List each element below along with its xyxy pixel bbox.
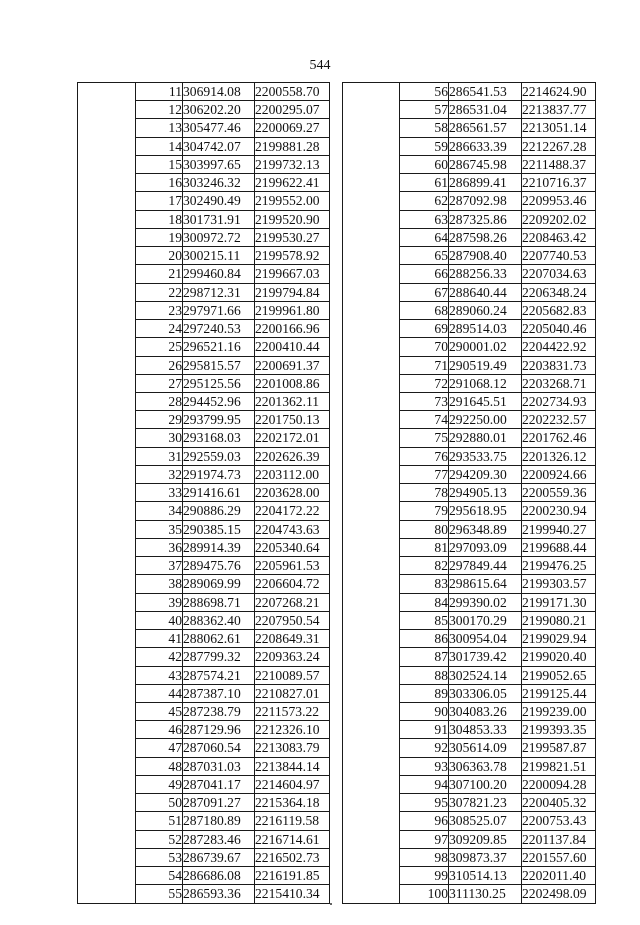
x-coordinate-cell: 308525.07 xyxy=(449,812,522,830)
point-number-cell: 67 xyxy=(400,283,449,301)
point-number-cell: 39 xyxy=(136,593,183,611)
y-coordinate-cell: 2205961.53 xyxy=(255,557,330,575)
table-row xyxy=(343,83,596,101)
point-number-cell: 65 xyxy=(400,247,449,265)
point-number-cell: 28 xyxy=(136,392,183,410)
x-coordinate-cell: 305614.09 xyxy=(449,739,522,757)
point-number-cell: 35 xyxy=(136,520,183,538)
point-number-cell: 25 xyxy=(136,338,183,356)
point-number-cell: 14 xyxy=(136,137,183,155)
point-number-cell: 100 xyxy=(400,885,449,903)
x-coordinate-cell: 306202.20 xyxy=(183,101,255,119)
point-number-cell: 16 xyxy=(136,174,183,192)
y-coordinate-cell: 2202011.40 xyxy=(522,867,596,885)
x-coordinate-cell: 306914.08 xyxy=(183,83,255,101)
point-number-cell: 40 xyxy=(136,611,183,629)
y-coordinate-cell: 2202498.09 xyxy=(522,885,596,903)
x-coordinate-cell: 310514.13 xyxy=(449,867,522,885)
point-number-cell: 82 xyxy=(400,557,449,575)
y-coordinate-cell: 2202626.39 xyxy=(255,447,330,465)
x-coordinate-cell: 287799.32 xyxy=(183,648,255,666)
x-coordinate-cell: 287092.98 xyxy=(449,192,522,210)
y-coordinate-cell: 2203831.73 xyxy=(522,356,596,374)
x-coordinate-cell: 286633.39 xyxy=(449,137,522,155)
point-number-cell: 94 xyxy=(400,775,449,793)
x-coordinate-cell: 289475.76 xyxy=(183,557,255,575)
x-coordinate-cell: 298615.64 xyxy=(449,575,522,593)
y-coordinate-cell: 2199881.28 xyxy=(255,137,330,155)
x-coordinate-cell: 298712.31 xyxy=(183,283,255,301)
x-coordinate-cell: 301731.91 xyxy=(183,210,255,228)
y-coordinate-cell: 2199239.00 xyxy=(522,702,596,720)
point-number-cell: 30 xyxy=(136,429,183,447)
x-coordinate-cell: 303997.65 xyxy=(183,155,255,173)
point-number-cell: 90 xyxy=(400,702,449,720)
y-coordinate-cell: 2200166.96 xyxy=(255,320,330,338)
y-coordinate-cell: 2200691.37 xyxy=(255,356,330,374)
y-coordinate-cell: 2199393.35 xyxy=(522,721,596,739)
x-coordinate-cell: 297093.09 xyxy=(449,538,522,556)
point-number-cell: 33 xyxy=(136,484,183,502)
x-coordinate-cell: 307821.23 xyxy=(449,794,522,812)
y-coordinate-cell: 2208649.31 xyxy=(255,630,330,648)
x-coordinate-cell: 297240.53 xyxy=(183,320,255,338)
x-coordinate-cell: 287238.79 xyxy=(183,702,255,720)
y-coordinate-cell: 2199552.00 xyxy=(255,192,330,210)
x-coordinate-cell: 293799.95 xyxy=(183,411,255,429)
point-number-cell: 89 xyxy=(400,684,449,702)
y-coordinate-cell: 2201137.84 xyxy=(522,830,596,848)
point-number-cell: 86 xyxy=(400,630,449,648)
point-number-cell: 84 xyxy=(400,593,449,611)
point-number-cell: 44 xyxy=(136,684,183,702)
point-number-cell: 79 xyxy=(400,502,449,520)
point-number-cell: 41 xyxy=(136,630,183,648)
y-coordinate-cell: 2215364.18 xyxy=(255,794,330,812)
y-coordinate-cell: 2199020.40 xyxy=(522,648,596,666)
y-coordinate-cell: 2207950.54 xyxy=(255,611,330,629)
x-coordinate-cell: 302490.49 xyxy=(183,192,255,210)
x-coordinate-cell: 289069.99 xyxy=(183,575,255,593)
y-coordinate-cell: 2199667.03 xyxy=(255,265,330,283)
y-coordinate-cell: 2209953.46 xyxy=(522,192,596,210)
point-number-cell: 32 xyxy=(136,465,183,483)
point-number-cell: 52 xyxy=(136,830,183,848)
point-number-cell: 17 xyxy=(136,192,183,210)
y-coordinate-cell: 2203112.00 xyxy=(255,465,330,483)
y-coordinate-cell: 2209202.02 xyxy=(522,210,596,228)
point-number-cell: 69 xyxy=(400,320,449,338)
y-coordinate-cell: 2203628.00 xyxy=(255,484,330,502)
x-coordinate-cell: 288698.71 xyxy=(183,593,255,611)
y-coordinate-cell: 2213837.77 xyxy=(522,101,596,119)
y-coordinate-cell: 2208463.42 xyxy=(522,228,596,246)
blank-column xyxy=(343,83,400,904)
x-coordinate-cell: 288362.40 xyxy=(183,611,255,629)
point-number-cell: 64 xyxy=(400,228,449,246)
point-number-cell: 45 xyxy=(136,702,183,720)
y-coordinate-cell: 2199688.44 xyxy=(522,538,596,556)
x-coordinate-cell: 286561.57 xyxy=(449,119,522,137)
y-coordinate-cell: 2210716.37 xyxy=(522,174,596,192)
table-row xyxy=(78,83,330,101)
x-coordinate-cell: 292250.00 xyxy=(449,411,522,429)
y-coordinate-cell: 2199821.51 xyxy=(522,757,596,775)
x-coordinate-cell: 288640.44 xyxy=(449,283,522,301)
point-number-cell: 55 xyxy=(136,885,183,903)
y-coordinate-cell: 2200558.70 xyxy=(255,83,330,101)
point-number-cell: 42 xyxy=(136,648,183,666)
coordinate-table-right-body xyxy=(343,83,596,904)
point-number-cell: 54 xyxy=(136,867,183,885)
y-coordinate-cell: 2199622.41 xyxy=(255,174,330,192)
y-coordinate-cell: 2204422.92 xyxy=(522,338,596,356)
y-coordinate-cell: 2207740.53 xyxy=(522,247,596,265)
x-coordinate-cell: 301739.42 xyxy=(449,648,522,666)
y-coordinate-cell: 2201750.13 xyxy=(255,411,330,429)
x-coordinate-cell: 286686.08 xyxy=(183,867,255,885)
x-coordinate-cell: 293168.03 xyxy=(183,429,255,447)
point-number-cell: 66 xyxy=(400,265,449,283)
y-coordinate-cell: 2204172.22 xyxy=(255,502,330,520)
x-coordinate-cell: 290886.29 xyxy=(183,502,255,520)
y-coordinate-cell: 2216502.73 xyxy=(255,848,330,866)
point-number-cell: 31 xyxy=(136,447,183,465)
x-coordinate-cell: 287325.86 xyxy=(449,210,522,228)
point-number-cell: 24 xyxy=(136,320,183,338)
x-coordinate-cell: 289060.24 xyxy=(449,301,522,319)
x-coordinate-cell: 294209.30 xyxy=(449,465,522,483)
y-coordinate-cell: 2212326.10 xyxy=(255,721,330,739)
y-coordinate-cell: 2201326.12 xyxy=(522,447,596,465)
x-coordinate-cell: 291974.73 xyxy=(183,465,255,483)
y-coordinate-cell: 2202172.01 xyxy=(255,429,330,447)
point-number-cell: 76 xyxy=(400,447,449,465)
point-number-cell: 38 xyxy=(136,575,183,593)
x-coordinate-cell: 288062.61 xyxy=(183,630,255,648)
point-number-cell: 68 xyxy=(400,301,449,319)
x-coordinate-cell: 295618.95 xyxy=(449,502,522,520)
y-coordinate-cell: 2213083.79 xyxy=(255,739,330,757)
x-coordinate-cell: 287283.46 xyxy=(183,830,255,848)
y-coordinate-cell: 2216191.85 xyxy=(255,867,330,885)
x-coordinate-cell: 300972.72 xyxy=(183,228,255,246)
point-number-cell: 47 xyxy=(136,739,183,757)
x-coordinate-cell: 303246.32 xyxy=(183,174,255,192)
x-coordinate-cell: 295815.57 xyxy=(183,356,255,374)
point-number-cell: 78 xyxy=(400,484,449,502)
y-coordinate-cell: 2200405.32 xyxy=(522,794,596,812)
point-number-cell: 13 xyxy=(136,119,183,137)
point-number-cell: 15 xyxy=(136,155,183,173)
x-coordinate-cell: 300215.11 xyxy=(183,247,255,265)
point-number-cell: 92 xyxy=(400,739,449,757)
x-coordinate-cell: 309873.37 xyxy=(449,848,522,866)
y-coordinate-cell: 2205340.64 xyxy=(255,538,330,556)
y-coordinate-cell: 2199732.13 xyxy=(255,155,330,173)
point-number-cell: 18 xyxy=(136,210,183,228)
y-coordinate-cell: 2203268.71 xyxy=(522,374,596,392)
x-coordinate-cell: 296348.89 xyxy=(449,520,522,538)
y-coordinate-cell: 2215410.34 xyxy=(255,885,330,903)
point-number-cell: 71 xyxy=(400,356,449,374)
point-number-cell: 46 xyxy=(136,721,183,739)
x-coordinate-cell: 294905.13 xyxy=(449,484,522,502)
point-number-cell: 27 xyxy=(136,374,183,392)
x-coordinate-cell: 286541.53 xyxy=(449,83,522,101)
x-coordinate-cell: 286899.41 xyxy=(449,174,522,192)
y-coordinate-cell: 2202734.93 xyxy=(522,392,596,410)
x-coordinate-cell: 296521.16 xyxy=(183,338,255,356)
y-coordinate-cell: 2199578.92 xyxy=(255,247,330,265)
y-coordinate-cell: 2204743.63 xyxy=(255,520,330,538)
y-coordinate-cell: 2199940.27 xyxy=(522,520,596,538)
y-coordinate-cell: 2207034.63 xyxy=(522,265,596,283)
point-number-cell: 60 xyxy=(400,155,449,173)
x-coordinate-cell: 287387.10 xyxy=(183,684,255,702)
point-number-cell: 81 xyxy=(400,538,449,556)
y-coordinate-cell: 2199530.27 xyxy=(255,228,330,246)
y-coordinate-cell: 2212267.28 xyxy=(522,137,596,155)
y-coordinate-cell: 2199080.21 xyxy=(522,611,596,629)
point-number-cell: 72 xyxy=(400,374,449,392)
y-coordinate-cell: 2216714.61 xyxy=(255,830,330,848)
y-coordinate-cell: 2211488.37 xyxy=(522,155,596,173)
y-coordinate-cell: 2200069.27 xyxy=(255,119,330,137)
x-coordinate-cell: 291645.51 xyxy=(449,392,522,410)
y-coordinate-cell: 2213051.14 xyxy=(522,119,596,137)
y-coordinate-cell: 2210089.57 xyxy=(255,666,330,684)
point-number-cell: 12 xyxy=(136,101,183,119)
point-number-cell: 49 xyxy=(136,775,183,793)
y-coordinate-cell: 2199171.30 xyxy=(522,593,596,611)
x-coordinate-cell: 292880.01 xyxy=(449,429,522,447)
point-number-cell: 34 xyxy=(136,502,183,520)
point-number-cell: 70 xyxy=(400,338,449,356)
page-number: 544 xyxy=(309,58,331,73)
x-coordinate-cell: 286739.67 xyxy=(183,848,255,866)
point-number-cell: 22 xyxy=(136,283,183,301)
y-coordinate-cell: 2205682.83 xyxy=(522,301,596,319)
point-number-cell: 29 xyxy=(136,411,183,429)
y-coordinate-cell: 2199520.90 xyxy=(255,210,330,228)
x-coordinate-cell: 287180.89 xyxy=(183,812,255,830)
x-coordinate-cell: 289514.03 xyxy=(449,320,522,338)
x-coordinate-cell: 290385.15 xyxy=(183,520,255,538)
x-coordinate-cell: 300170.29 xyxy=(449,611,522,629)
y-coordinate-cell: 2201008.86 xyxy=(255,374,330,392)
y-coordinate-cell: 2200295.07 xyxy=(255,101,330,119)
point-number-cell: 61 xyxy=(400,174,449,192)
point-number-cell: 21 xyxy=(136,265,183,283)
y-coordinate-cell: 2200559.36 xyxy=(522,484,596,502)
x-coordinate-cell: 302524.14 xyxy=(449,666,522,684)
point-number-cell: 75 xyxy=(400,429,449,447)
point-number-cell: 93 xyxy=(400,757,449,775)
y-coordinate-cell: 2200410.44 xyxy=(255,338,330,356)
x-coordinate-cell: 305477.46 xyxy=(183,119,255,137)
x-coordinate-cell: 311130.25 xyxy=(449,885,522,903)
x-coordinate-cell: 287060.54 xyxy=(183,739,255,757)
x-coordinate-cell: 286593.36 xyxy=(183,885,255,903)
y-coordinate-cell: 2210827.01 xyxy=(255,684,330,702)
point-number-cell: 23 xyxy=(136,301,183,319)
point-number-cell: 59 xyxy=(400,137,449,155)
point-number-cell: 96 xyxy=(400,812,449,830)
point-number-cell: 58 xyxy=(400,119,449,137)
x-coordinate-cell: 295125.56 xyxy=(183,374,255,392)
x-coordinate-cell: 289914.39 xyxy=(183,538,255,556)
coordinate-table-right xyxy=(342,82,596,904)
y-coordinate-cell: 2199303.57 xyxy=(522,575,596,593)
y-coordinate-cell: 2199125.44 xyxy=(522,684,596,702)
point-number-cell: 51 xyxy=(136,812,183,830)
y-coordinate-cell: 2199587.87 xyxy=(522,739,596,757)
point-number-cell: 43 xyxy=(136,666,183,684)
y-coordinate-cell: 2202232.57 xyxy=(522,411,596,429)
point-number-cell: 77 xyxy=(400,465,449,483)
y-coordinate-cell: 2209363.24 xyxy=(255,648,330,666)
x-coordinate-cell: 309209.85 xyxy=(449,830,522,848)
y-coordinate-cell: 2207268.21 xyxy=(255,593,330,611)
point-number-cell: 56 xyxy=(400,83,449,101)
x-coordinate-cell: 287041.17 xyxy=(183,775,255,793)
x-coordinate-cell: 286531.04 xyxy=(449,101,522,119)
point-number-cell: 91 xyxy=(400,721,449,739)
x-coordinate-cell: 300954.04 xyxy=(449,630,522,648)
y-coordinate-cell: 2206348.24 xyxy=(522,283,596,301)
x-coordinate-cell: 293533.75 xyxy=(449,447,522,465)
coordinate-table-left-body xyxy=(78,83,330,904)
scan-speck xyxy=(330,903,332,905)
y-coordinate-cell: 2214604.97 xyxy=(255,775,330,793)
y-coordinate-cell: 2199476.25 xyxy=(522,557,596,575)
y-coordinate-cell: 2199961.80 xyxy=(255,301,330,319)
y-coordinate-cell: 2216119.58 xyxy=(255,812,330,830)
y-coordinate-cell: 2213844.14 xyxy=(255,757,330,775)
x-coordinate-cell: 287574.21 xyxy=(183,666,255,684)
y-coordinate-cell: 2200753.43 xyxy=(522,812,596,830)
point-number-cell: 50 xyxy=(136,794,183,812)
coordinate-table-left xyxy=(77,82,330,904)
y-coordinate-cell: 2199794.84 xyxy=(255,283,330,301)
point-number-cell: 37 xyxy=(136,557,183,575)
y-coordinate-cell: 2201762.46 xyxy=(522,429,596,447)
x-coordinate-cell: 288256.33 xyxy=(449,265,522,283)
x-coordinate-cell: 299460.84 xyxy=(183,265,255,283)
x-coordinate-cell: 297849.44 xyxy=(449,557,522,575)
point-number-cell: 53 xyxy=(136,848,183,866)
x-coordinate-cell: 299390.02 xyxy=(449,593,522,611)
blank-column xyxy=(78,83,136,904)
point-number-cell: 99 xyxy=(400,867,449,885)
point-number-cell: 36 xyxy=(136,538,183,556)
x-coordinate-cell: 291068.12 xyxy=(449,374,522,392)
x-coordinate-cell: 297971.66 xyxy=(183,301,255,319)
point-number-cell: 63 xyxy=(400,210,449,228)
x-coordinate-cell: 303306.05 xyxy=(449,684,522,702)
point-number-cell: 88 xyxy=(400,666,449,684)
point-number-cell: 83 xyxy=(400,575,449,593)
point-number-cell: 26 xyxy=(136,356,183,374)
x-coordinate-cell: 290519.49 xyxy=(449,356,522,374)
x-coordinate-cell: 306363.78 xyxy=(449,757,522,775)
y-coordinate-cell: 2206604.72 xyxy=(255,575,330,593)
point-number-cell: 19 xyxy=(136,228,183,246)
x-coordinate-cell: 287598.26 xyxy=(449,228,522,246)
x-coordinate-cell: 304083.26 xyxy=(449,702,522,720)
y-coordinate-cell: 2199029.94 xyxy=(522,630,596,648)
point-number-cell: 20 xyxy=(136,247,183,265)
point-number-cell: 11 xyxy=(136,83,183,101)
x-coordinate-cell: 307100.20 xyxy=(449,775,522,793)
y-coordinate-cell: 2200924.66 xyxy=(522,465,596,483)
point-number-cell: 85 xyxy=(400,611,449,629)
x-coordinate-cell: 291416.61 xyxy=(183,484,255,502)
point-number-cell: 62 xyxy=(400,192,449,210)
x-coordinate-cell: 287908.40 xyxy=(449,247,522,265)
x-coordinate-cell: 286745.98 xyxy=(449,155,522,173)
y-coordinate-cell: 2211573.22 xyxy=(255,702,330,720)
y-coordinate-cell: 2201557.60 xyxy=(522,848,596,866)
y-coordinate-cell: 2201362.11 xyxy=(255,392,330,410)
point-number-cell: 74 xyxy=(400,411,449,429)
x-coordinate-cell: 294452.96 xyxy=(183,392,255,410)
point-number-cell: 98 xyxy=(400,848,449,866)
point-number-cell: 80 xyxy=(400,520,449,538)
y-coordinate-cell: 2205040.46 xyxy=(522,320,596,338)
x-coordinate-cell: 287031.03 xyxy=(183,757,255,775)
x-coordinate-cell: 292559.03 xyxy=(183,447,255,465)
x-coordinate-cell: 287129.96 xyxy=(183,721,255,739)
x-coordinate-cell: 290001.02 xyxy=(449,338,522,356)
x-coordinate-cell: 304853.33 xyxy=(449,721,522,739)
point-number-cell: 95 xyxy=(400,794,449,812)
point-number-cell: 48 xyxy=(136,757,183,775)
y-coordinate-cell: 2200230.94 xyxy=(522,502,596,520)
x-coordinate-cell: 304742.07 xyxy=(183,137,255,155)
y-coordinate-cell: 2214624.90 xyxy=(522,83,596,101)
y-coordinate-cell: 2199052.65 xyxy=(522,666,596,684)
point-number-cell: 87 xyxy=(400,648,449,666)
x-coordinate-cell: 287091.27 xyxy=(183,794,255,812)
point-number-cell: 73 xyxy=(400,392,449,410)
point-number-cell: 57 xyxy=(400,101,449,119)
y-coordinate-cell: 2200094.28 xyxy=(522,775,596,793)
point-number-cell: 97 xyxy=(400,830,449,848)
